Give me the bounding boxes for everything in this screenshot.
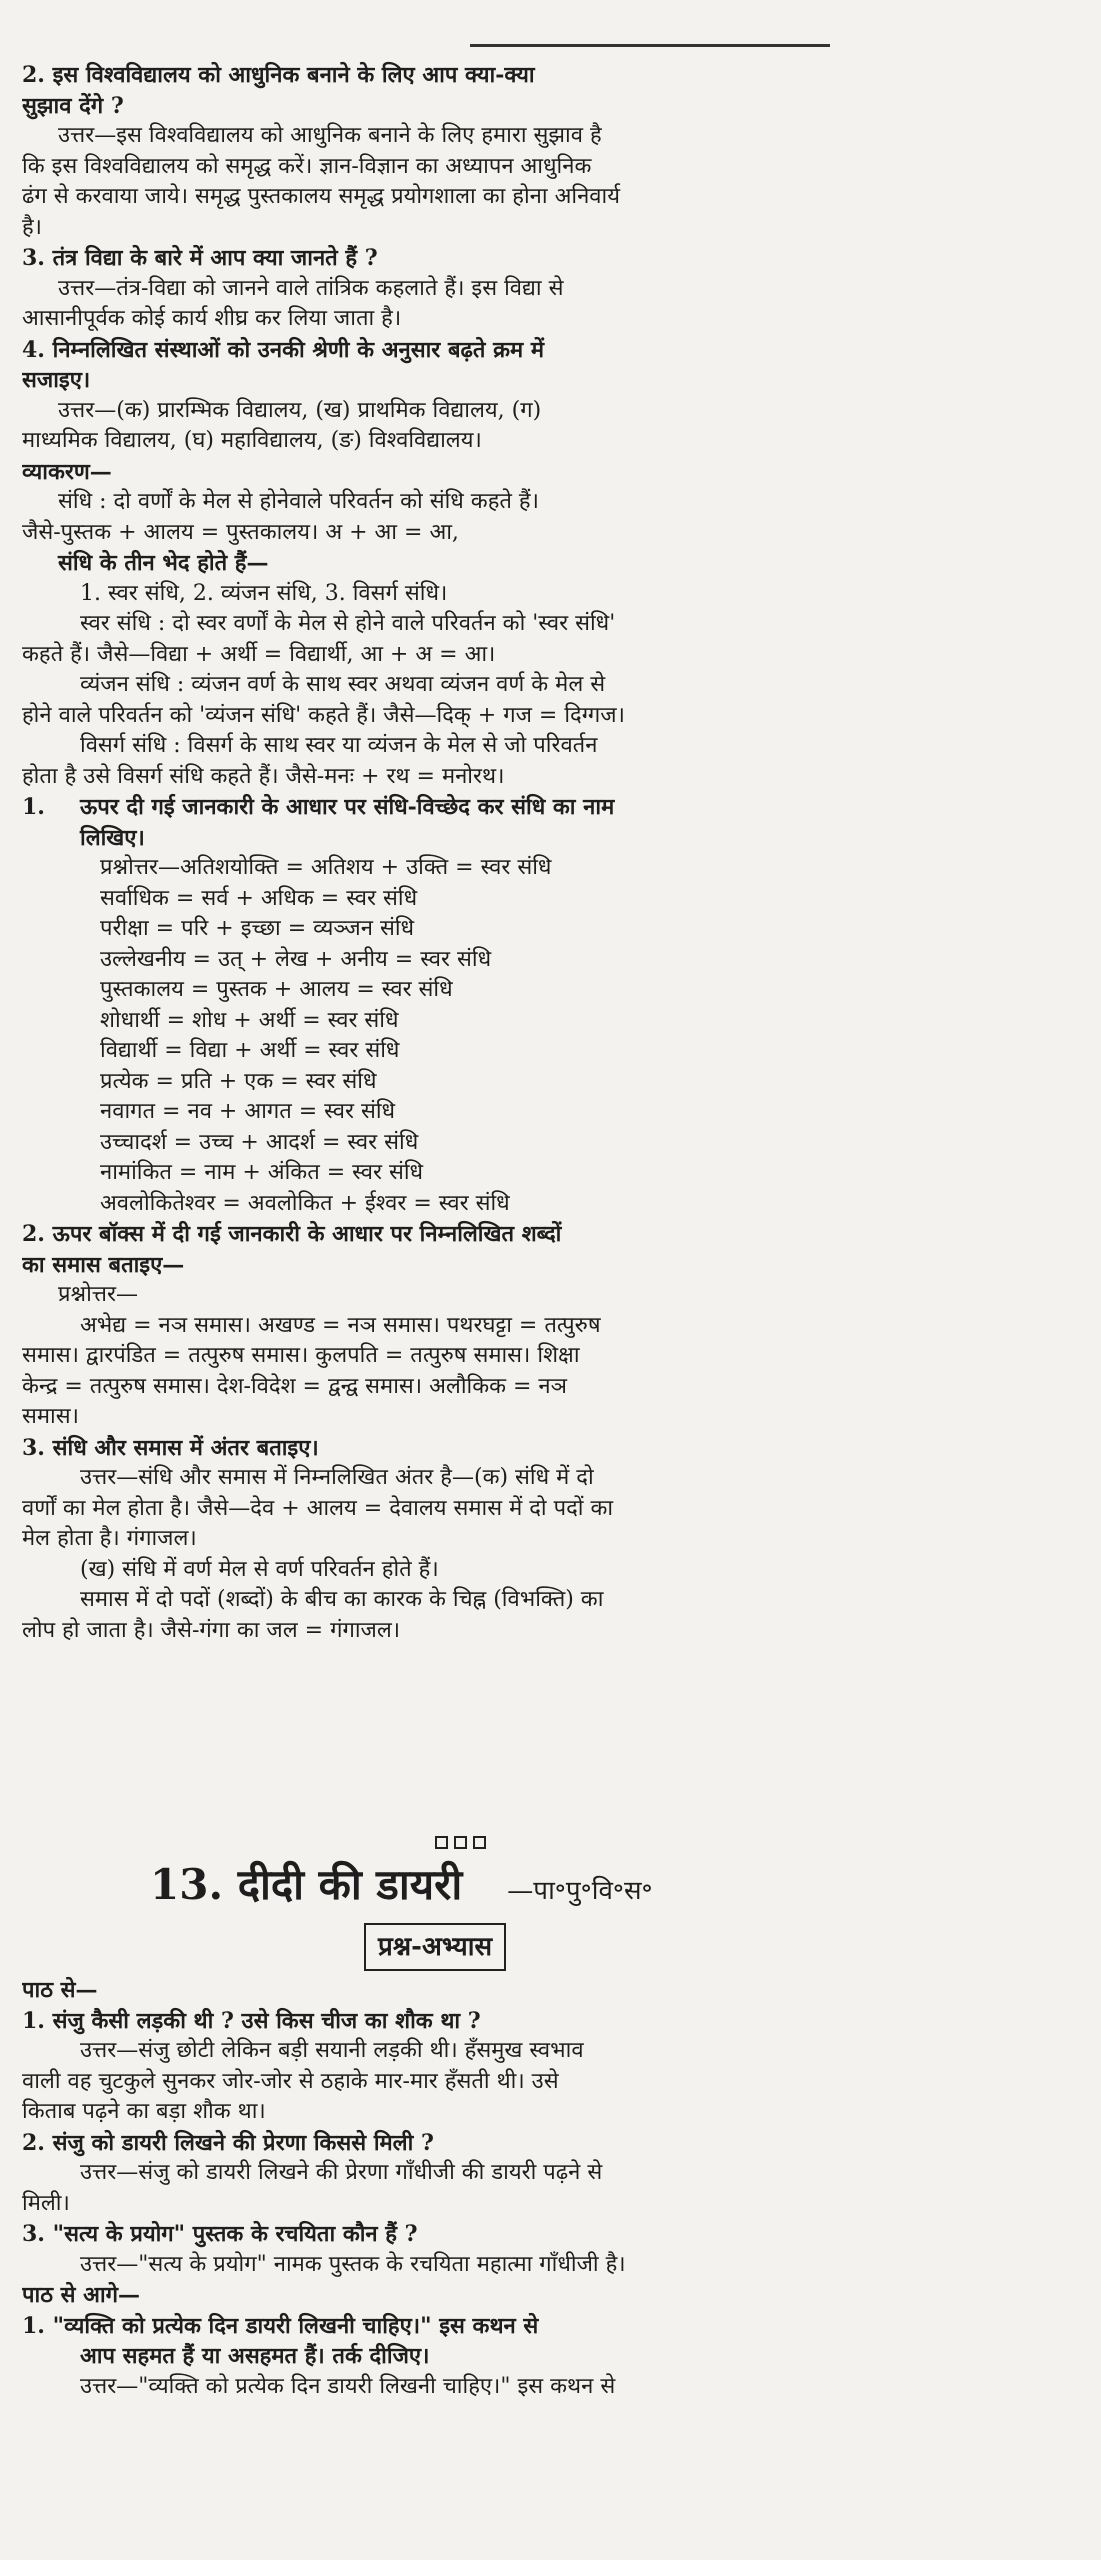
text-line: उल्लेखनीय = उत् + लेख + अनीय = स्वर संधि — [100, 946, 492, 972]
text-line: उत्तर—संधि और समास में निम्नलिखित अंतर है—(क) संधि में दो — [80, 1465, 594, 1490]
answers-section — [22, 853, 902, 1646]
top-rule — [470, 44, 830, 47]
exercise-box-title: प्रश्न-अभ्यास — [364, 1923, 506, 1971]
text-line: 4. निम्नलिखित संस्थाओं को उनकी श्रेणी के अनुसार बढ़ते क्रम में — [22, 336, 544, 363]
text-line: पुस्तकालय = पुस्तक + आलय = स्वर संधि — [100, 977, 453, 1002]
text-line: संधि के तीन भेद होते हैं— — [58, 550, 269, 576]
text-line: व्यंजन संधि : व्यंजन वर्ण के साथ स्वर अथवा व्यंजन वर्ण के मेल से — [80, 672, 606, 697]
text-line: 2. इस विश्वविद्यालय को आधुनिक बनाने के लिए आप क्या-क्या — [22, 62, 535, 88]
text-line: उत्तर—(क) प्रारम्भिक विद्यालय, (ख) प्राथमिक विद्यालय, (ग) — [58, 397, 542, 423]
text-line: उच्चादर्श = उच्च + आदर्श = स्वर संधि — [100, 1129, 419, 1155]
text-line: समास। द्वारपंडित = तत्पुरुष समास। कुलपति = तत्पुरुष समास। शिक्षा — [22, 1343, 580, 1368]
text-line: व्याकरण— — [22, 458, 112, 485]
text-line: विद्यार्थी = विद्या + अर्थी = स्वर संधि — [100, 1038, 400, 1063]
text-line: नामांकित = नाम + अंकित = स्वर संधि — [100, 1160, 424, 1185]
text-line: प्रश्नोत्तर—अतिशयोक्ति = अतिशय + उक्ति = स्वर संधि — [100, 855, 552, 880]
text-line: माध्यमिक विद्यालय, (घ) महाविद्यालय, (ङ) विश्वविद्यालय। — [22, 428, 482, 453]
text-line: केन्द्र = तत्पुरुष समास। देश-विदेश = द्वन्द्व समास। अलौकिक = नञ — [22, 1373, 567, 1399]
text-line: समास। — [22, 1404, 79, 1429]
chapter-title: 13. दीदी की डायरी — [150, 1860, 463, 1909]
text-line: होने वाले परिवर्तन को 'व्यंजन संधि' कहते हैं। जैसे—दिक् + गज = दिग्गज। — [22, 702, 625, 728]
text-line: परीक्षा = परि + इच्छा = व्यञ्जन संधि — [100, 916, 415, 941]
question-number: 1. — [22, 794, 45, 820]
text-line: लोप हो जाता है। जैसे-गंगा का जल = गंगाजल। — [22, 1617, 401, 1643]
text-line: (ख) संधि में वर्ण मेल से वर्ण परिवर्तन होते हैं। — [80, 1556, 439, 1582]
upper-text-column — [22, 60, 902, 1646]
lower-text-column — [22, 1975, 902, 2402]
text-line: कि इस विश्वविद्यालय को समृद्ध करें। ज्ञान-विज्ञान का अध्यापन आधुनिक — [22, 153, 592, 179]
text-line: का समास बताइए— — [22, 1251, 185, 1278]
text-line: स्वर संधि : दो स्वर वर्णों के मेल से होने वाले परिवर्तन को 'स्वर संधि' — [80, 611, 616, 636]
text-line: 2. ऊपर बॉक्स में दी गई जानकारी के आधार पर निम्नलिखित शब्दों — [22, 1221, 562, 1247]
divider-box — [473, 1836, 486, 1849]
text-line: आसानीपूर्वक कोई कार्य शीघ्र कर लिया जाता है। — [22, 306, 402, 331]
text-line: नवागत = नव + आगत = स्वर संधि — [100, 1099, 396, 1124]
text-line: समास में दो पदों (शब्दों) के बीच का कारक के चिह्न (विभक्ति) का — [80, 1587, 604, 1612]
divider-box — [435, 1836, 448, 1849]
section-divider-boxes — [435, 1836, 486, 1852]
text-line: उत्तर—"व्यक्ति को प्रत्येक दिन डायरी लिखनी चाहिए।" इस कथन से — [80, 2373, 616, 2399]
text-line: संधि : दो वर्णों के मेल से होनेवाले परिवर्तन को संधि कहते हैं। — [58, 489, 539, 514]
text-line: अभेद्य = नञ समास। अखण्ड = नञ समास। पथरघट्टा = तत्पुरुष — [80, 1312, 601, 1338]
text-line: पाठ से— — [22, 1977, 98, 2003]
text-line: उत्तर—संजु को डायरी लिखने की प्रेरणा गाँधीजी की डायरी पढ़ने से — [80, 2160, 603, 2185]
text-line: 1. "व्यक्ति को प्रत्येक दिन डायरी लिखनी चाहिए।" इस कथन से — [22, 2312, 539, 2339]
text-line: शोधार्थी = शोध + अर्थी = स्वर संधि — [100, 1007, 399, 1033]
divider-box — [454, 1836, 467, 1849]
text-line: उत्तर—"सत्य के प्रयोग" नामक पुस्तक के रचयिता महात्मा गाँधीजी है। — [80, 2251, 626, 2277]
text-line: कहते हैं। जैसे—विद्या + अर्थी = विद्यार्थी, आ + अ = आ। — [22, 641, 496, 667]
text-line: 1. स्वर संधि, 2. व्यंजन संधि, 3. विसर्ग संधि। — [80, 580, 448, 606]
question-text: ऊपर दी गई जानकारी के आधार पर संधि-विच्छेद कर संधि का नाम — [80, 794, 615, 820]
text-line: उत्तर—इस विश्वविद्यालय को आधुनिक बनाने के लिए हमारा सुझाव है — [58, 123, 602, 148]
text-line: वाली वह चुटकुले सुनकर जोर-जोर से ठहाके मार-मार हँसती थी। उसे — [22, 2068, 559, 2094]
text-line: पाठ से आगे— — [22, 2282, 141, 2308]
text-line: सजाइए। — [22, 367, 91, 393]
text-line: 3. संधि और समास में अंतर बताइए। — [22, 1434, 319, 1461]
text-line: प्रश्नोत्तर— — [58, 1282, 138, 1307]
grammar-section — [22, 60, 902, 792]
text-line: 2. संजु को डायरी लिखने की प्रेरणा किससे मिली ? — [22, 2129, 434, 2156]
question-text-cont: लिखिए। — [80, 824, 145, 851]
text-line: 3. "सत्य के प्रयोग" पुस्तक के रचयिता कौन हैं ? — [22, 2221, 418, 2247]
text-line: मिली। — [22, 2190, 70, 2216]
text-line: जैसे-पुस्तक + आलय = पुस्तकालय। अ + आ = आ, — [22, 519, 459, 545]
text-line: उत्तर—तंत्र-विद्या को जानने वाले तांत्रिक कहलाते हैं। इस विद्या से — [58, 275, 564, 301]
text-line: होता है उसे विसर्ग संधि कहते हैं। जैसे-मनः + रथ = मनोरथ। — [22, 763, 505, 789]
chapter-author: —पा॰पु॰वि॰स॰ — [507, 1876, 653, 1906]
text-line: प्रत्येक = प्रति + एक = स्वर संधि — [100, 1068, 377, 1094]
text-line: उत्तर—संजु छोटी लेकिन बड़ी सयानी लड़की थी। हँसमुख स्वभाव — [80, 2038, 584, 2063]
text-line: 1. संजु कैसी लड़की थी ? उसे किस चीज का शौक था ? — [22, 2007, 481, 2034]
text-line: सर्वाधिक = सर्व + अधिक = स्वर संधि — [100, 885, 418, 911]
text-line: है। — [22, 214, 43, 240]
text-line: सुझाव देंगे ? — [22, 92, 124, 119]
question-sandhi — [22, 792, 902, 823]
text-line: आप सहमत हैं या असहमत हैं। तर्क दीजिए। — [80, 2343, 430, 2369]
text-line: किताब पढ़ने का बड़ा शौक था। — [22, 2099, 266, 2124]
exercise-section — [22, 1975, 902, 2402]
text-line: अवलोकितेश्वर = अवलोकित + ईश्वर = स्वर संधि — [100, 1190, 510, 1216]
text-line: मेल होता है। गंगाजल। — [22, 1526, 197, 1551]
text-line: विसर्ग संधि : विसर्ग के साथ स्वर या व्यंजन के मेल से जो परिवर्तन — [80, 733, 598, 758]
text-line: वर्णों का मेल होता है। जैसे—देव + आलय = देवालय समास में दो पदों का — [22, 1495, 614, 1521]
chapter-heading — [150, 1855, 653, 1915]
text-line: ढंग से करवाया जाये। समृद्ध पुस्तकालय समृद्ध प्रयोगशाला का होना अनिवार्य — [22, 184, 620, 209]
text-line: 3. तंत्र विद्या के बारे में आप क्या जानते हैं ? — [22, 245, 378, 271]
